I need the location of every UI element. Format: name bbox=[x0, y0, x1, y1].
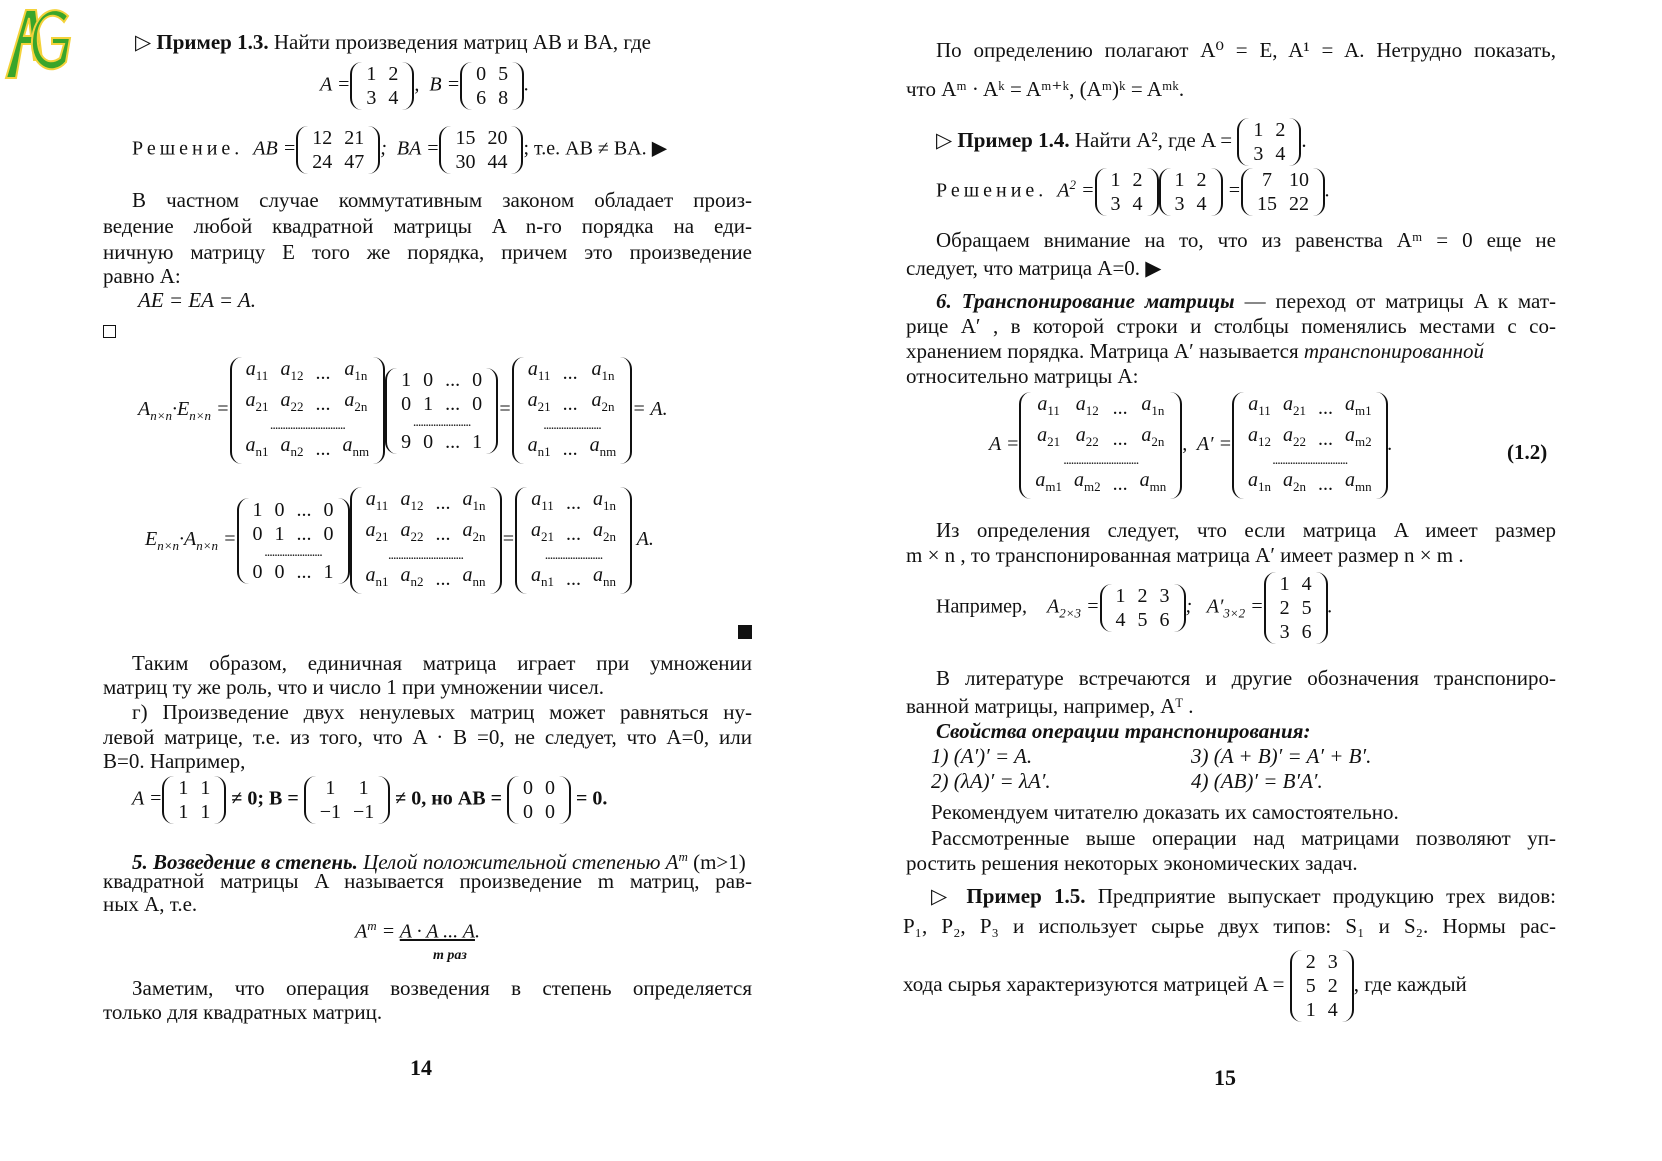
example-1-3-heading: ▷ Пример 1.3. Найти произведения матриц AB и BA, где bbox=[135, 30, 651, 54]
r-para-4-line-2: ванной матрицы, например, Aᵀ . bbox=[906, 694, 1194, 718]
solution-1-3: Решение. AB = 12 21 24 47 ; BA = 15 20 30 44 ; т.е. AB ≠ BA. ▶ bbox=[132, 127, 668, 173]
property-4: 4) (AB)′ = B′A′. bbox=[1191, 769, 1323, 793]
para-2-line-1: Таким образом, единичная матрица играет при умножении bbox=[132, 651, 752, 675]
property-2: 2) (λA)′ = λA′. bbox=[931, 769, 1051, 793]
para-1-line-1: В частном случае коммутативным законом обладает произ- bbox=[132, 188, 752, 212]
right-page bbox=[831, 0, 1662, 1161]
example-1-5-line-2: P₁, P₂, P₃ и использует сырье двух типов: S₁ и S₂. Нормы рас- bbox=[903, 914, 1556, 938]
r-para-3-line-1: Из определения следует, что если матрица A имеет размер bbox=[936, 518, 1556, 542]
para-4-line-2: только для квадратных матриц. bbox=[103, 1000, 383, 1024]
a-times-e-equation: $A_{n\times n}\cdot E_{n\times n}$ = $a_{11}$ $a_{12}$ ... $a_{1n}$ $a_{21}$ $a_{22}$ ... $a_{2n}$ .............................. $a_{n1}$ $a_{n2}$ ... $a_{nm}$ 1 0 ... 0 0 1 ... 0 ....................... 9 0 ... 1 = $a_{11}$ ... $a_{1n}$ $a_{21}$ ... $a_{2n}$ ....................... $a_{n1}$ ... $a_{nm}$ = A. bbox=[138, 357, 668, 464]
r-para-1-line-1: По определению полагают A⁰ = E, A¹ = A. Нетрудно показать, bbox=[936, 38, 1556, 62]
r-para-5: Рекомендуем читателю доказать их самостоятельно. bbox=[931, 800, 1399, 824]
solution-1-4: Решение. $A^2$ = 1 2 3 4 1 2 3 4 = 7 10 15 22 . bbox=[936, 169, 1331, 215]
example-1-4-heading: ▷ Пример 1.4. Найти A², где A = 1 2 3 4 . bbox=[936, 119, 1307, 165]
section-6-line-3: хранением порядка. Матрица A′ называется транспонированной bbox=[906, 339, 1484, 363]
properties-title: Свойства операции транспонирования: bbox=[936, 719, 1311, 743]
r-para-6-line-2: ростить решения некоторых экономических задач. bbox=[906, 851, 1358, 875]
r-para-2-line-1: Обращаем внимание на то, что из равенства Aᵐ = 0 еще не bbox=[936, 228, 1556, 252]
filled-square-icon bbox=[738, 625, 752, 639]
equation-number: (1.2) bbox=[1507, 440, 1548, 464]
r-para-6-line-1: Рассмотренные выше операции над матрицами позволяют уп- bbox=[931, 826, 1556, 850]
brace-label: m раз bbox=[433, 948, 467, 963]
power-definition: $A^m = A \cdot A$ ... A. m раз bbox=[355, 918, 480, 963]
transpose-definition: A = $a_{11}$ $a_{12}$ ... $a_{1n}$ $a_{21}$ $a_{22}$ ... $a_{2n}$ .............................. $a_{m1}$ $a_{m2}$ ... $a_{mn}$ , A′ = $a_{11}$ $a_{21}$ ... $a_{m1}$ $a_{12}$ $a_{22}$ ... $a_{m2}$ .............................. $a_{1n}$ $a_{2n}$ ... $a_{mn}$ . bbox=[989, 392, 1393, 499]
property-1: 1) (A′)′ = A. bbox=[931, 744, 1033, 768]
transpose-example: Например, $A_{2\times 3}$ = 1 2 3 4 5 6 ; $A'_{3\times 2}$ = 1 4 2 5 3 6 . bbox=[936, 573, 1333, 643]
property-3: 3) (A + B)′ = A′ + B′. bbox=[1191, 744, 1372, 768]
page-number-left: 14 bbox=[410, 1055, 432, 1080]
section-6-line-4: относительно матрицы A: bbox=[906, 364, 1139, 388]
section-6-line-1: 6. Транспонирование матрицы — переход от матрицы A к мат- bbox=[936, 289, 1556, 313]
para-1-line-2: ведение любой квадратной матрицы A n-го порядка на еди- bbox=[103, 214, 752, 238]
para-3-line-3: B=0. Например, bbox=[103, 749, 246, 773]
e-times-a-equation: $E_{n\times n}\cdot A_{n\times n}$ = 1 0 ... 0 0 1 ... 0 ....................... 0 0 ... 1 $a_{11}$ $a_{12}$ ... $a_{1n}$ $a_{21}$ $a_{22}$ ... $a_{2n}$ .............................. $a_{n1}$ $a_{n2}$ ... $a_{nn}$ = $a_{11}$ ... $a_{1n}$ $a_{21}$ ... $a_{2n}$ ....................... $a_{n1}$ ... $a_{nn}$ A. bbox=[145, 487, 654, 594]
r-para-4-line-1: В литературе встречаются и другие обозначения транспониро- bbox=[936, 666, 1556, 690]
section-5-line-2: квадратной матрицы A называется произведение m матриц, рав- bbox=[103, 869, 752, 893]
example-1-5-line-1: ▷ Пример 1.5. Предприятие выпускает продукцию трех видов: bbox=[931, 884, 1556, 908]
ae-ea-equation: AE = EA = A. bbox=[138, 288, 256, 312]
matrices-a-b: A = 1 2 3 4 , B = 0 5 6 8 . bbox=[320, 63, 530, 109]
section-6-line-2: рице A′ , в которой строки и столбцы поменялись местами с со- bbox=[906, 314, 1556, 338]
r-para-1-line-2: что Aᵐ · Aᵏ = Aᵐ⁺ᵏ, (Aᵐ)ᵏ = Aᵐᵏ. bbox=[906, 77, 1185, 101]
section-5-line-3: ных A, т.е. bbox=[103, 892, 198, 916]
triangle-icon: ▶ bbox=[651, 137, 668, 160]
para-3-line-1: г) Произведение двух ненулевых матриц может равняться ну- bbox=[132, 700, 752, 724]
r-para-3-line-2: m × n , то транспонированная матрица A′ имеет размер n × m . bbox=[906, 543, 1464, 567]
para-2-line-2: матриц ту же роль, что и число 1 при умножении чисел. bbox=[103, 675, 605, 699]
section-5-heading: 5. Возведение в степень. Целой положительной степенью $A^m$ (m>1) bbox=[132, 849, 746, 874]
para-4-line-1: Заметим, что операция возведения в степень определяется bbox=[132, 976, 752, 1000]
example-1-5-line-3: хода сырья характеризуются матрицей A = 2 3 5 2 1 4 , где каждый bbox=[903, 951, 1467, 1021]
page-number-right: 15 bbox=[1214, 1065, 1236, 1090]
para-1-line-4: равно A: bbox=[103, 264, 181, 288]
zero-product-example: A = 1 1 1 1 ≠ 0; B = 1 1 −1 −1 ≠ 0, но AB = 0 0 0 0 = 0. bbox=[132, 777, 608, 823]
para-3-line-2: левой матрице, т.е. из того, что A · B =0, не следует, что A=0, или bbox=[103, 725, 752, 749]
logo-icon bbox=[2, 0, 72, 90]
para-1-line-3: ничную матрицу E того же порядка, причем это произведение bbox=[103, 240, 752, 264]
empty-square-icon bbox=[103, 325, 116, 338]
r-para-2-line-2: следует, что матрица A=0. ▶ bbox=[906, 256, 1162, 280]
